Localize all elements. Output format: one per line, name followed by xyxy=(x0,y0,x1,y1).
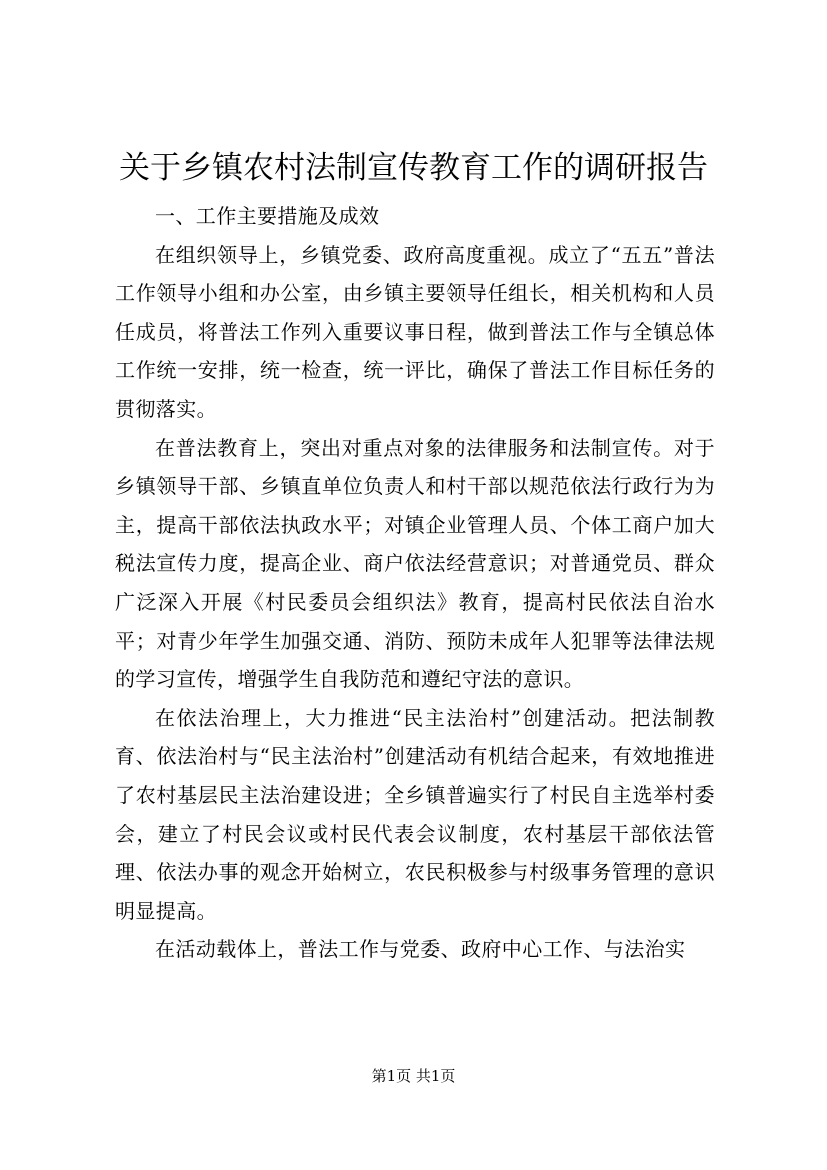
paragraph-activities: 在活动载体上，普法工作与党委、政府中心工作、与法治实 xyxy=(155,937,686,962)
paragraph-governance: 在依法治理上，大力推进“民主法治村”创建活动。把法制教育、依法治村与“民主法治村”创建活动有机结合起来，有效地推进了农村基层民主法治建设进；全乡镇普遍实行了村民自主选举村委会，建立了村民会议或村民代表会议制度，农村基层干部依法管理、依法办事的观念开始树立，农民积极参与村级事务管理的意识明显提高。 xyxy=(115,705,715,923)
document-body xyxy=(115,197,715,969)
page-footer: 第1页 共1页 xyxy=(371,1067,456,1085)
paragraph-organization: 在组织领导上，乡镇党委、政府高度重视。成立了“五五”普法工作领导小组和办公室，由乡镇主要领导任组长，相关机构和人员任成员，将普法工作列入重要议事日程，做到普法工作与全镇总体工作统一安排，统一检查，统一评比，确保了普法工作目标任务的贯彻落实。 xyxy=(115,242,715,421)
section-heading: 一、工作主要措施及成效 xyxy=(155,204,380,228)
document-title: 关于乡镇农村法制宣传教育工作的调研报告 xyxy=(119,150,708,186)
paragraph-education: 在普法教育上，突出对重点对象的法律服务和法制宣传。对于乡镇领导干部、乡镇直单位负责人和村干部以规范依法行政行为为主，提高干部依法执政水平；对镇企业管理人员、个体工商户加大税法宣传力度，提高企业、商户依法经营意识；对普通党员、群众广泛深入开展《村民委员会组织法》教育，提高村民依法自治水平；对青少年学生加强交通、消防、预防未成年人犯罪等法律法规的学习宣传，增强学生自我防范和遵纪守法的意识。 xyxy=(115,435,715,692)
